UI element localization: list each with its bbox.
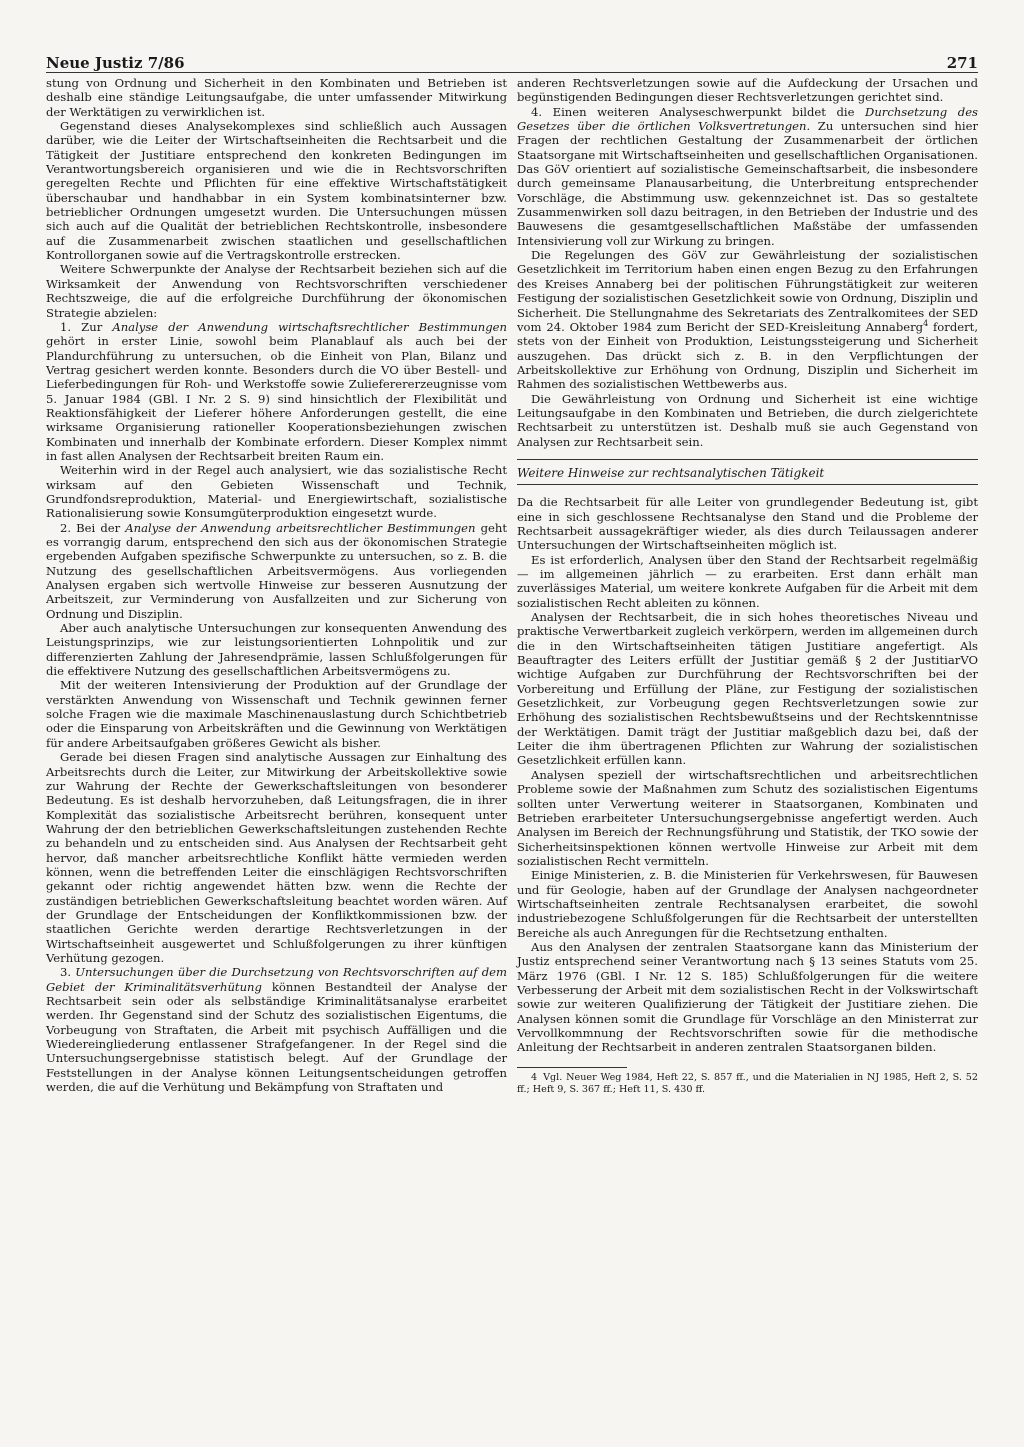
item-lead: 1. Zur: [60, 319, 113, 334]
paragraph-item-3: [46, 965, 507, 1094]
paragraph: Gegenstand dieses Analysekomplexes sind schließlich auch Aussagen darüber, wie die Leiter der Wirtschaftseinheiten die Rechtsarbeit und die Tätigkeit der Justitiare entsprechend den konkreten Bedingungen im Verantwortungsbereich organisieren und wie die in Rechtsvorschriften geregelten Rechte und Pflichten für eine effektive Wirtschaftstätigkeit überschaubar und handhabbar in ein System kombinatsinterner bzw. betrieblicher Ordnungen umgesetzt wurden. Die Untersuchungen müssen sich auch auf die Qualität der betrieblichen Rechtskontrolle, insbesondere auf die Zusammenarbeit zwischen staatlichen und gesellschaftlichen Kontrollorganen sowie auf die Vertragskontrolle erstrecken.: [46, 119, 507, 263]
paragraph: Aber auch analytische Untersuchungen zur konsequenten Anwendung des Leistungsprinzips, wie zur leistungsorientierten Lohnpolitik und zur differenzierten Zahlung der Jahresendprämie, lassen Schlußfolgerungen für die effektivere Nutzung des gesellschaftlichen Arbeitsvermögens zu.: [46, 621, 507, 679]
paragraph-item-4: [517, 105, 978, 248]
paragraph: Aus den Analysen der zentralen Staatsorgane kann das Ministerium der Justiz entsprechend seiner Verantwortung nach § 13 seines Statuts vom 25. März 1976 (GBl. I Nr. 12 S. 185) Schlußfolgerungen für die weitere Verbesserung der Arbeit mit dem sozialistischen Recht in der Volkswirtschaft sowie zur weiteren Qualifizierung der Tätigkeit der Justitiare ziehen. Die Analysen können somit die Grundlage für Vorschläge an den Ministerrat zur Vervollkommnung der Rechtsvorschriften sowie für die methodische Anleitung der Rechtsarbeit in anderen zentralen Staatsorganen bilden.: [517, 939, 978, 1055]
footnote-text: Vgl. Neuer Weg 1984, Heft 22, S. 857 ff., und die Materialien in NJ 1985, Heft 2, S. 52 ff.; Heft 9, S. 367 ff.; Heft 11, S. 430 ff.: [517, 1071, 978, 1095]
footnote-number: 4: [531, 1071, 538, 1083]
item-lead: 3.: [60, 965, 76, 980]
item-lead: 2. Bei der: [60, 520, 126, 535]
page-header: [46, 46, 978, 73]
item-emphasis: Analyse der Anwendung arbeitsrechtlicher Bestimmungen: [125, 520, 476, 535]
paragraph: [517, 248, 978, 391]
item-emphasis: Untersuchungen über die Durchsetzung von Rechtsvorschriften auf dem Gebiet der Kriminalitätsverhütung: [46, 965, 507, 994]
paragraph: Weitere Schwerpunkte der Analyse der Rechtsarbeit beziehen sich auf die Wirksamkeit der Anwendung von Rechtsvorschriften verschiedener Rechtszweige, die auf die erfolgreiche Durchführung der ökonomischen Strategie abzielen:: [46, 262, 507, 320]
footnote-divider: [517, 1067, 627, 1068]
paragraph-text: Die Regelungen des GöV zur Gewährleistung der sozialistischen Gesetzlichkeit im Territorium haben einen engen Bezug zu den Erfahrungen des Kreises Annaberg bei der politischen Führungstätigkeit zur weiteren Festigung der sozialistischen Gesetzlichkeit sowie von Ordnung, Disziplin und Sicherheit. Die Stellungnahme des Sekretariats des Zentralkomitees der SED vom 24. Oktober 1984 zum Bericht der SED-Kreisleitung Annaberg: [517, 248, 978, 334]
paragraph: stung von Ordnung und Sicherheit in den Kombinaten und Betrieben ist deshalb eine ständige Leitungsaufgabe, die unter umfassender Mitwirkung der Werktätigen zu verwirklichen ist.: [46, 76, 507, 119]
paragraph: Weiterhin wird in der Regel auch analysiert, wie das sozialistische Recht wirksam auf den Gebieten Wissenschaft und Technik, Grundfondsreproduktion, Material- und Energiewirtschaft, sozialistische Rationalisierung sowie Konsumgüterproduktion eingesetzt wurde.: [46, 463, 507, 521]
footnote-marker: 4: [923, 318, 929, 328]
paragraph: Da die Rechtsarbeit für alle Leiter von grundlegender Bedeutung ist, gibt eine in sich geschlossene Rechtsanalyse den Stand und die Probleme der Rechtsarbeit aussagekräftiger wieder, als dies durch Teilaussagen anderer Untersuchungen der Wirtschaftseinheiten möglich ist.: [517, 495, 978, 553]
paragraph-item-1: [46, 320, 507, 463]
item-text: Zu untersuchen sind hier Fragen der rechtlichen Gestaltung der Zusammenarbeit der örtlichen Staatsorgane mit Wirtschaftseinheiten und gesellschaftlichen Organisationen. Das GöV orientiert auf sozialistische Gemeinschaftsarbeit, die insbesondere durch gemeinsame Planausarbeitung, die Unterbreitung entsprechender Vorschläge, die Abstimmung usw. gekennzeichnet ist. Das so gestaltete Zusammenwirken soll dazu beitragen, in den Betrieben der Industrie und des Bauwesens die gesamtgesellschaftlichen Maßstäbe der umfassenden Intensivierung voll zur Wirkung zu bringen.: [517, 119, 978, 248]
paragraph: Die Gewährleistung von Ordnung und Sicherheit ist eine wichtige Leitungsaufgabe in den Kombinaten und Betrieben, die durch zielgerichtete Rechtsarbeit zu unterstützen ist. Deshalb muß sie auch Gegenstand von Analysen zur Rechtsarbeit sein.: [517, 391, 978, 449]
paragraph: Analysen speziell der wirtschaftsrechtlichen und arbeitsrechtlichen Probleme sowie der Maßnahmen zum Schutz des sozialistischen Eigentums sollten unter Verwertung weiterer in Staatsorganen, Kombinaten und Betrieben erarbeiteter Untersuchungsergebnisse angefertigt werden. Auch Analysen im Bereich der Rechnungsführung und Statistik, der TKO sowie der Sicherheitsinspektionen können wertvolle Hinweise zur Arbeit mit dem sozialistischen Recht vermitteln.: [517, 767, 978, 868]
item-text: gehört in erster Linie, sowohl beim Planablauf als auch bei der Plandurchführung zu untersuchen, ob die Einheit von Plan, Bilanz und Vertrag gesichert werden konnte. Besonders durch die VO über Bestell- und Lieferbedingungen für Roh- und Werkstoffe sowie Zulieferererzeugnisse vom 5. Januar 1984 (GBl. I Nr. 2 S. 9) sind hinsichtlich der Flexibilität und Reaktionsfähigkeit der Lieferer höhere Anforderungen gestellt, die eine wirksame Organisierung rationeller Kooperationsbeziehungen zwischen Kombinaten und innerhalb der Kombinate erfordern. Dieser Komplex nimmt in fast allen Analysen der Rechtsarbeit breiten Raum ein.: [46, 334, 507, 463]
paragraph: Einige Ministerien, z. B. die Ministerien für Verkehrswesen, für Bauwesen und für Geologie, haben auf der Grundlage der Analysen nachgeordneter Wirtschaftseinheiten zentrale Rechtsanalysen erarbeitet, die sowohl industriebezogene Schlußfolgerungen für die Rechtsarbeit der unterstellten Bereiche als auch Anregungen für die Rechtsetzung enthalten.: [517, 868, 978, 940]
paragraph-text: fordert, stets von der Einheit von Produktion, Leistungssteigerung und Sicherheit auszugehen. Das drückt sich z. B. in den Verpflichtungen der Arbeitskollektive zur Erhöhung von Ordnung, Disziplin und Sicherheit im Rahmen des sozialistischen Wettbewerbs aus.: [517, 319, 979, 392]
footnote: [517, 1072, 978, 1096]
paragraph: Mit der weiteren Intensivierung der Produktion auf der Grundlage der verstärkten Anwendung von Wissenschaft und Technik gewinnen ferner solche Fragen wie die maximale Maschinenauslastung durch Schichtbetrieb oder die Einsparung von Arbeitskräften und die Gewinnung von Werktätigen für andere Arbeitsaufgaben größeres Gewicht als bisher.: [46, 678, 507, 750]
section-subheading: Weitere Hinweise zur rechtsanalytischen Tätigkeit: [517, 459, 978, 485]
item-text: geht es vorrangig darum, entsprechend den sich aus der ökonomischen Strategie ergebenden Aufgaben spezifische Schwerpunkte zu untersuchen, so z. B. die Nutzung des gesellschaftlichen Arbeitsvermögens. Aus vorliegenden Analysen ergaben sich wertvolle Hinweise zur besseren Ausnutzung der Arbeitszeit, zur Verminderung von Ausfallzeiten und zur Sicherung von Ordnung und Disziplin.: [46, 520, 507, 621]
right-column: [517, 76, 978, 1096]
journal-issue: Neue Justiz 7/86: [46, 54, 185, 72]
item-emphasis: Durchsetzung des Gesetzes über die örtlichen Volksvertretungen.: [517, 104, 979, 134]
paragraph-item-2: [46, 521, 507, 621]
paragraph: Gerade bei diesen Fragen sind analytische Aussagen zur Einhaltung des Arbeitsrechts durch die Leiter, zur Mitwirkung der Arbeitskollektive sowie zur Wahrung der Rechte der Gewerkschaftsleitungen von besonderer Bedeutung. Es ist deshalb hervorzuheben, daß Leitungsfragen, die in ihrer Komplexität das sozialistische Arbeitsrecht berühren, konsequent unter Wahrung der den betrieblichen Gewerkschaftsleitungen zustehenden Rechte zu behandeln und zu entscheiden sind. Aus Analysen der Rechtsarbeit geht hervor, daß mancher arbeitsrechtliche Konflikt hätte vermieden werden können, wenn die betreffenden Leiter die einschlägigen Rechtsvorschriften gekannt oder richtig angewendet hätten bzw. wenn die Rechte der zuständigen betrieblichen Gewerkschaftsleitung beachtet worden wären. Auf der Grundlage der Entscheidungen der Konfliktkommissionen bzw. der staatlichen Gerichte werden derartige Rechtsverletzungen in der Wirtschaftseinheit ausgewertet und Schlußfolgerungen zu ihrer künftigen Verhütung gezogen.: [46, 750, 507, 965]
paragraph: Analysen der Rechtsarbeit, die in sich hohes theoretisches Niveau und praktische Verwertbarkeit zugleich verkörpern, werden im allgemeinen durch die in den Wirtschaftseinheiten tätigen Justitiare angefertigt. Als Beauftragter des Leiters erfüllt der Justitiar gemäß § 2 der JustitiarVO wichtige Aufgaben zur Durchführung der Rechtsvorschriften bei der Vorbereitung und Erfüllung der Pläne, zur Festigung der sozialistischen Gesetzlichkeit, zur Vorbeugung gegen Rechtsverletzungen sowie zur Erhöhung des sozialistischen Rechtsbewußtseins und der Rechtskenntnisse der Werktätigen. Damit trägt der Justitiar maßgeblich dazu bei, daß der Leiter die ihm übertragenen Pflichten zur Wahrung der sozialistischen Gesetzlichkeit erfüllen kann.: [517, 610, 978, 768]
paragraph: anderen Rechtsverletzungen sowie auf die Aufdeckung der Ursachen und begünstigenden Bedingungen dieser Rechtsverletzungen gerichtet sind.: [517, 76, 978, 105]
item-text: können Bestandteil der Analyse der Rechtsarbeit sein oder als selbständige Kriminalitätsanalyse erarbeitet werden. Ihr Gegenstand sind der Schutz des sozialistischen Eigentums, die Vorbeugung von Straftaten, die Arbeit mit psychisch Auffälligen und die Wiedereingliederung entlassener Strafgefangener. In der Regel sind die Untersuchungsergebnisse statistisch belegt. Auf der Grundlage der Feststellungen in der Analyse können Leitungsentscheidungen getroffen werden, die auf die Verhütung und Bekämpfung von Straftaten und: [46, 979, 507, 1095]
paragraph: Es ist erforderlich, Analysen über den Stand der Rechtsarbeit regelmäßig — im allgemeinen jährlich — zu erarbeiten. Erst dann erhält man zuverlässiges Material, um weitere konkrete Aufgaben für die Arbeit mit dem sozialistischen Recht ableiten zu können.: [517, 552, 978, 610]
item-emphasis: Analyse der Anwendung wirtschaftsrechtlicher Bestimmungen: [112, 319, 507, 334]
item-lead: 4. Einen weiteren Analyseschwerpunkt bildet die: [531, 104, 866, 119]
page-number: 271: [946, 54, 978, 72]
left-column: [46, 76, 507, 1094]
